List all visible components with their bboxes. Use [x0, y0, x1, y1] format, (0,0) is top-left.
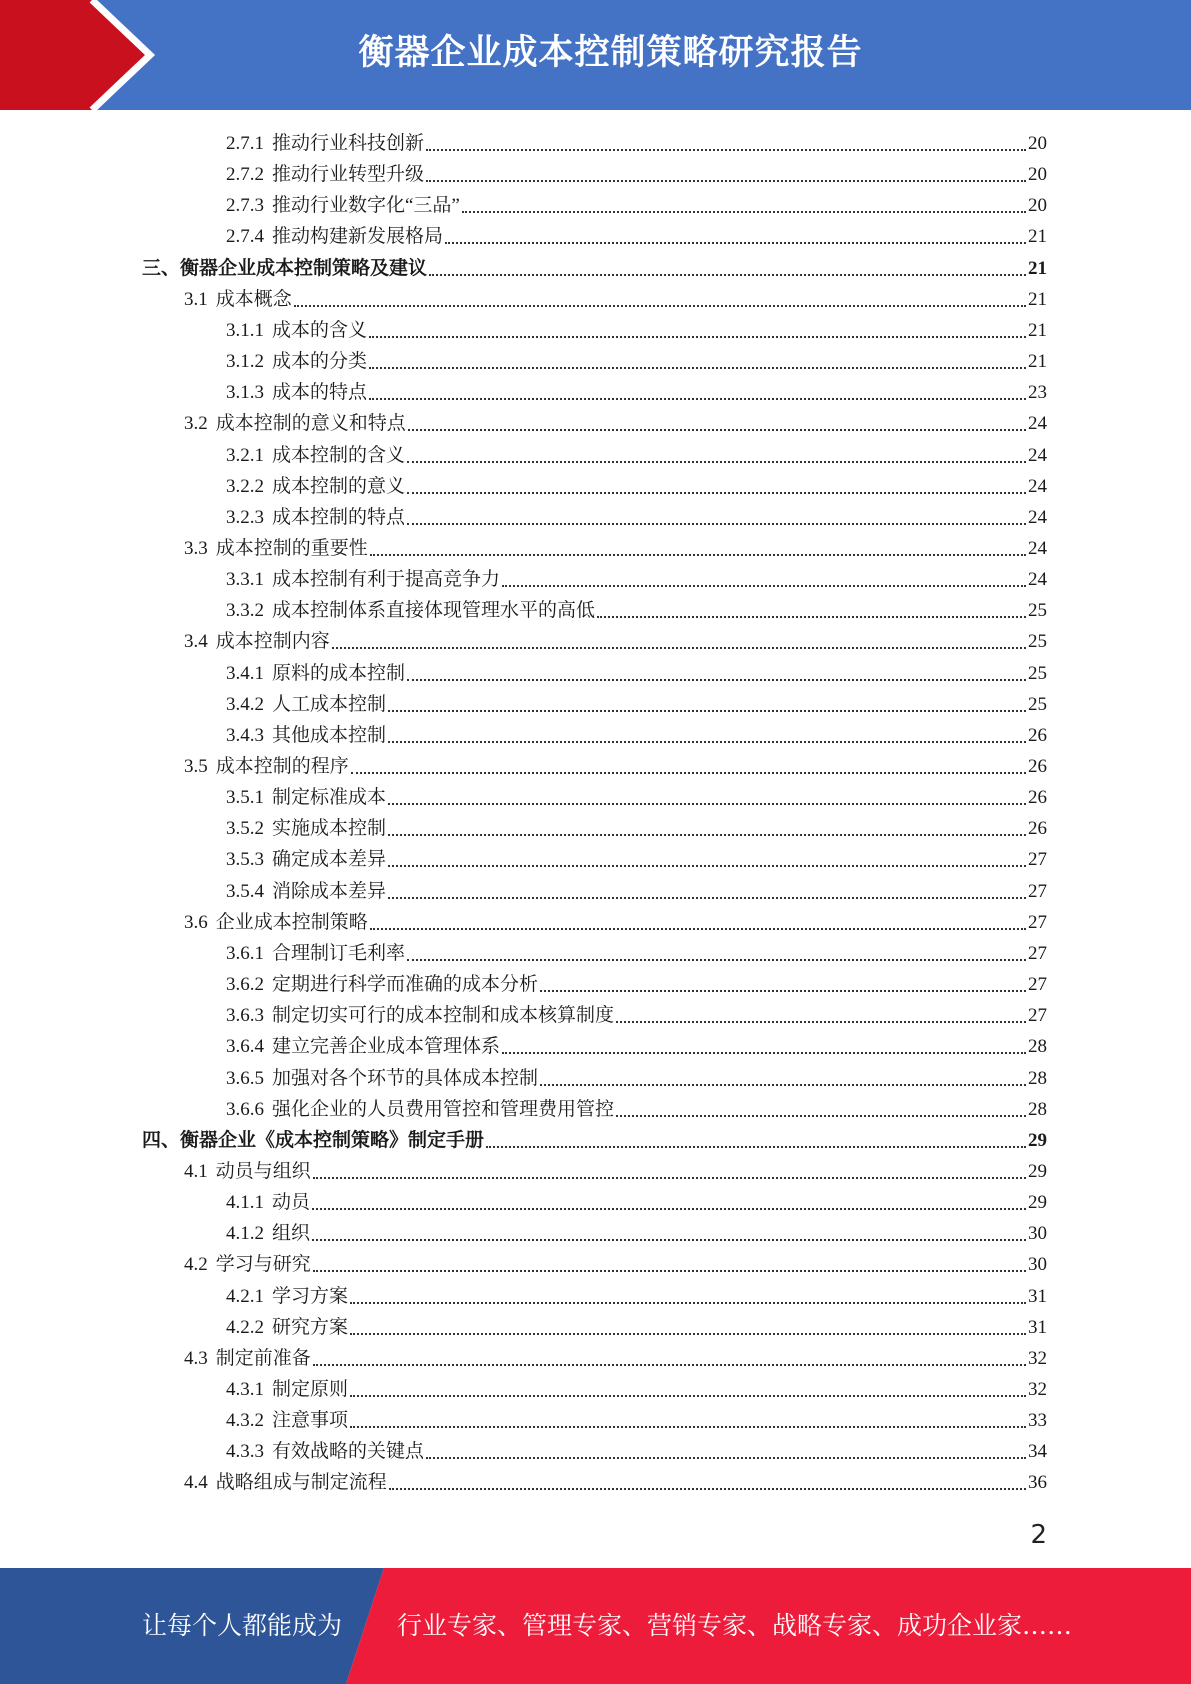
footer-slogan-right: 行业专家、管理专家、营销专家、战略专家、成功企业家……: [397, 1611, 1073, 1640]
toc-dot-leader: [462, 211, 1026, 213]
toc-entry[interactable]: [226, 1436, 1047, 1464]
toc-entry-page: 21: [1028, 351, 1047, 373]
toc-entry[interactable]: [184, 533, 1047, 561]
toc-entry-number: 4.3.1: [226, 1379, 264, 1400]
toc-entry-page: 28: [1028, 1098, 1047, 1120]
toc-entry-number: 3.1.1: [226, 319, 264, 341]
toc-entry-page: 24: [1028, 569, 1047, 591]
toc-entry[interactable]: [226, 938, 1047, 966]
toc-dot-leader: [502, 585, 1026, 587]
toc-entry-page: 27: [1028, 1005, 1047, 1027]
toc-entry-title: 企业成本控制策略: [215, 911, 368, 933]
toc-entry-page: 29: [1028, 1129, 1047, 1151]
toc-entry-page: 31: [1028, 1285, 1047, 1307]
toc-entry-page: 25: [1028, 662, 1047, 684]
toc-entry-page: 24: [1028, 413, 1047, 435]
toc-entry-title: 合理制订毛利率: [272, 942, 406, 964]
toc-dot-leader: [616, 1021, 1026, 1023]
toc-entry-number: 3.6.2: [226, 974, 264, 996]
toc-entry[interactable]: [226, 315, 1047, 343]
toc-entry[interactable]: [226, 564, 1047, 592]
toc-entry-page: 26: [1028, 818, 1047, 840]
toc-entry[interactable]: [226, 689, 1047, 717]
toc-entry-page: 28: [1028, 1036, 1047, 1058]
toc-entry-number: 3.2.2: [226, 475, 264, 497]
toc-entry[interactable]: [226, 502, 1047, 530]
toc-dot-leader: [388, 710, 1026, 712]
toc-entry-title: 建立完善企业成本管理体系: [272, 1036, 501, 1058]
toc-dot-leader: [313, 1270, 1026, 1272]
toc-entry-page: 27: [1028, 942, 1047, 964]
toc-entry-page: 20: [1028, 164, 1047, 186]
toc-entry[interactable]: [226, 128, 1047, 156]
toc-entry-number: 3.6.4: [226, 1036, 264, 1058]
page-footer: [0, 1568, 1191, 1684]
toc-entry[interactable]: [226, 1405, 1047, 1433]
toc-entry[interactable]: [226, 1094, 1047, 1122]
toc-entry-title: 人工成本控制: [272, 693, 387, 715]
toc-dot-leader: [429, 274, 1026, 276]
toc-entry-page: 24: [1028, 506, 1047, 528]
toc-dot-leader: [350, 1426, 1026, 1428]
toc-entry[interactable]: [226, 377, 1047, 405]
toc-entry-title: 推动行业科技创新: [272, 133, 425, 154]
toc-entry-number: 3.4.3: [226, 724, 264, 746]
toc-entry[interactable]: [184, 284, 1047, 312]
toc-entry-number: 4.3: [184, 1347, 208, 1369]
toc-entry-title: 注意事项: [272, 1410, 349, 1432]
toc-entry[interactable]: [226, 1312, 1047, 1340]
toc-entry-title: 成本的含义: [272, 319, 368, 341]
toc-entry-number: 4.1.2: [226, 1223, 264, 1245]
toc-entry-title: 学习与研究: [215, 1254, 311, 1276]
toc-entry-number: 2.7.4: [226, 226, 264, 248]
toc-entry-number: 3.6.5: [226, 1067, 264, 1089]
toc-entry-title: 成本控制的重要性: [215, 537, 368, 559]
toc-entry[interactable]: [142, 253, 1047, 281]
toc-entry-title: 强化企业的人员费用管控和管理费用管控: [272, 1098, 615, 1120]
toc-entry-title: 实施成本控制: [272, 818, 387, 840]
toc-entry-title: 成本概念: [215, 288, 292, 310]
toc-entry-title: 三、衡器企业成本控制策略及建议: [142, 257, 428, 279]
toc-dot-leader: [407, 461, 1026, 463]
toc-entry-number: 3.5.2: [226, 818, 264, 840]
toc-entry-title: 制定原则: [272, 1379, 349, 1400]
toc-entry-number: 3.6: [184, 911, 208, 933]
toc-entry[interactable]: [226, 159, 1047, 187]
toc-entry-number: 3.4.2: [226, 693, 264, 715]
toc-entry-title: 消除成本差异: [272, 880, 387, 902]
toc-entry-page: 34: [1028, 1441, 1047, 1463]
toc-entry-title: 成本控制的程序: [215, 756, 349, 777]
toc-entry-page: 31: [1028, 1316, 1047, 1338]
toc-entry-page: 27: [1028, 974, 1047, 996]
toc-entry-title: 成本控制内容: [215, 631, 330, 653]
toc-entry-number: 4.4: [184, 1472, 208, 1494]
toc-entry-title: 战略组成与制定流程: [215, 1472, 387, 1494]
toc-entry-number: 3.3.2: [226, 600, 264, 622]
toc-entry-number: 3.6.3: [226, 1005, 264, 1027]
toc-entry[interactable]: [184, 408, 1047, 436]
toc-dot-leader: [408, 429, 1026, 431]
toc-dot-leader: [370, 554, 1026, 556]
toc-entry-page: 21: [1028, 288, 1047, 310]
toc-entry-number: 3.4.1: [226, 662, 264, 684]
toc-entry-page: 20: [1028, 195, 1047, 217]
toc-entry[interactable]: [226, 813, 1047, 841]
toc-entry-number: 2.7.3: [226, 195, 264, 217]
toc-dot-leader: [351, 772, 1026, 774]
toc-entry-page: 25: [1028, 631, 1047, 653]
toc-entry[interactable]: [226, 876, 1047, 904]
toc-entry[interactable]: [226, 658, 1047, 686]
toc-entry-page: 27: [1028, 880, 1047, 902]
document-title: 衡器企业成本控制策略研究报告: [358, 33, 863, 73]
toc-entry-title: 成本的分类: [272, 351, 368, 373]
toc-entry-number: 2.7.1: [226, 133, 264, 154]
toc-entry[interactable]: [226, 346, 1047, 374]
toc-dot-leader: [540, 990, 1026, 992]
toc-entry-number: 3.2.3: [226, 506, 264, 528]
page-header: [0, 0, 1191, 110]
toc-entry[interactable]: [184, 1467, 1047, 1495]
toc-dot-leader: [313, 1177, 1026, 1179]
toc-entry-number: 4.2.2: [226, 1316, 264, 1338]
toc-entry-number: 3.4: [184, 631, 208, 653]
toc-entry-number: 4.1.1: [226, 1192, 264, 1214]
toc-entry[interactable]: [226, 844, 1047, 872]
toc-entry[interactable]: [184, 907, 1047, 935]
toc-dot-leader: [388, 865, 1026, 867]
toc-dot-leader: [350, 1302, 1026, 1304]
toc-dot-leader: [597, 616, 1026, 618]
toc-dot-leader: [407, 679, 1026, 681]
toc-entry[interactable]: [226, 1063, 1047, 1091]
toc-entry-title: 制定切实可行的成本控制和成本核算制度: [272, 1005, 615, 1027]
toc-entry[interactable]: [184, 1156, 1047, 1184]
toc-entry[interactable]: [226, 440, 1047, 468]
toc-entry-number: 4.1: [184, 1160, 208, 1182]
toc-dot-leader: [312, 1239, 1026, 1241]
toc-entry-page: 23: [1028, 382, 1047, 404]
toc-dot-leader: [616, 1115, 1026, 1117]
toc-entry[interactable]: [226, 221, 1047, 249]
toc-entry-number: 3.3.1: [226, 569, 264, 591]
toc-entry[interactable]: [142, 1125, 1047, 1153]
toc-dot-leader: [540, 1084, 1026, 1086]
toc-dot-leader: [407, 959, 1026, 961]
toc-entry-page: 25: [1028, 693, 1047, 715]
toc-entry-title: 四、衡器企业《成本控制策略》制定手册: [142, 1129, 485, 1151]
toc-entry-page: 27: [1028, 849, 1047, 871]
toc-entry-page: 24: [1028, 444, 1047, 466]
toc-dot-leader: [388, 897, 1026, 899]
toc-entry-page: 28: [1028, 1067, 1047, 1089]
toc-entry[interactable]: [184, 1249, 1047, 1277]
toc-entry-number: 4.2.1: [226, 1285, 264, 1307]
toc-entry-title: 组织: [272, 1223, 311, 1245]
toc-entry-page: 21: [1028, 226, 1047, 248]
toc-dot-leader: [369, 367, 1026, 369]
toc-entry-title: 成本控制有利于提高竞争力: [272, 569, 501, 591]
toc-entry-title: 推动行业数字化“三品”: [272, 195, 460, 217]
toc-entry-page: 20: [1028, 133, 1047, 154]
toc-entry-number: 3.6.6: [226, 1098, 264, 1120]
toc-entry[interactable]: [226, 782, 1047, 810]
toc-dot-leader: [350, 1395, 1026, 1397]
toc-entry-number: 3.2: [184, 413, 208, 435]
toc-dot-leader: [313, 1364, 1026, 1366]
toc-entry-page: 27: [1028, 911, 1047, 933]
toc-dot-leader: [369, 336, 1026, 338]
toc-entry-title: 推动行业转型升级: [272, 164, 425, 186]
toc-entry-page: 25: [1028, 600, 1047, 622]
toc-entry-page: 24: [1028, 475, 1047, 497]
toc-dot-leader: [369, 398, 1026, 400]
toc-entry-page: 36: [1028, 1472, 1047, 1494]
toc-entry-title: 推动构建新发展格局: [272, 226, 444, 248]
toc-entry-page: 29: [1028, 1160, 1047, 1182]
toc-entry-page: 21: [1028, 257, 1047, 279]
toc-entry-title: 动员与组织: [215, 1160, 311, 1182]
toc-entry-title: 制定前准备: [215, 1347, 311, 1369]
toc-entry-page: 26: [1028, 756, 1047, 777]
toc-entry-number: 4.3.3: [226, 1441, 264, 1463]
toc-entry[interactable]: [184, 626, 1047, 654]
toc-entry-title: 动员: [272, 1192, 311, 1214]
toc-entry-title: 成本控制的意义: [272, 475, 406, 497]
toc-dot-leader: [389, 1488, 1026, 1490]
page-number: 2: [1030, 1520, 1047, 1550]
toc-entry[interactable]: [226, 190, 1047, 218]
toc-dot-leader: [502, 1052, 1026, 1054]
footer-slogan-left: 让每个人都能成为: [142, 1611, 343, 1640]
toc-entry-title: 定期进行科学而准确的成本分析: [272, 974, 539, 996]
toc-entry-page: 26: [1028, 724, 1047, 746]
toc-entry-number: 4.2: [184, 1254, 208, 1276]
toc-dot-leader: [407, 523, 1026, 525]
toc-entry-title: 研究方案: [272, 1316, 349, 1338]
toc-entry[interactable]: [226, 1218, 1047, 1246]
toc-entry-page: 24: [1028, 537, 1047, 559]
toc-entry-page: 29: [1028, 1192, 1047, 1214]
toc-entry-page: 21: [1028, 319, 1047, 341]
toc-entry-title: 有效战略的关键点: [272, 1441, 425, 1463]
toc-entry[interactable]: [226, 471, 1047, 499]
toc-entry-number: 3.5.4: [226, 880, 264, 902]
toc-dot-leader: [426, 180, 1026, 182]
toc-entry[interactable]: [226, 1000, 1047, 1028]
toc-entry-title: 成本控制体系直接体现管理水平的高低: [272, 600, 596, 622]
toc-entry-number: 3.1.2: [226, 351, 264, 373]
toc-entry[interactable]: [226, 1031, 1047, 1059]
toc-entry[interactable]: [184, 1343, 1047, 1371]
toc-dot-leader: [350, 1333, 1026, 1335]
toc-entry-number: 3.3: [184, 537, 208, 559]
toc-entry-page: 32: [1028, 1379, 1047, 1400]
toc-dot-leader: [294, 305, 1026, 307]
toc-entry[interactable]: [226, 720, 1047, 748]
toc-dot-leader: [370, 928, 1026, 930]
toc-entry-number: 3.5: [184, 756, 208, 777]
toc-entry-page: 30: [1028, 1254, 1047, 1276]
toc-entry-title: 成本控制的意义和特点: [215, 413, 406, 435]
toc-entry-number: 3.6.1: [226, 942, 264, 964]
toc-entry[interactable]: [226, 1374, 1047, 1402]
toc-entry-title: 成本的特点: [272, 382, 368, 404]
toc-entry-number: 3.1: [184, 288, 208, 310]
toc-entry[interactable]: [226, 1187, 1047, 1215]
toc-entry-title: 确定成本差异: [272, 849, 387, 871]
toc-dot-leader: [445, 242, 1026, 244]
toc-dot-leader: [388, 741, 1026, 743]
toc-entry-number: 2.7.2: [226, 164, 264, 186]
toc-dot-leader: [426, 1457, 1026, 1459]
toc-entry-number: 4.3.2: [226, 1410, 264, 1432]
toc-dot-leader: [332, 647, 1026, 649]
toc-entry-page: 32: [1028, 1347, 1047, 1369]
toc-entry[interactable]: [226, 969, 1047, 997]
toc-entry-page: 33: [1028, 1410, 1047, 1432]
toc-entry-title: 成本控制的含义: [272, 444, 406, 466]
toc-dot-leader: [407, 492, 1026, 494]
toc-entry-title: 成本控制的特点: [272, 506, 406, 528]
toc-entry-title: 加强对各个环节的具体成本控制: [272, 1067, 539, 1089]
toc-entry-page: 30: [1028, 1223, 1047, 1245]
toc-dot-leader: [388, 834, 1026, 836]
toc-entry-title: 制定标准成本: [272, 787, 387, 809]
toc-entry-number: 3.1.3: [226, 382, 264, 404]
toc-entry-number: 3.5.1: [226, 787, 264, 809]
toc-dot-leader: [486, 1146, 1026, 1148]
toc-entry-title: 其他成本控制: [272, 724, 387, 746]
toc-entry-title: 学习方案: [272, 1285, 349, 1307]
toc-entry[interactable]: [226, 1281, 1047, 1309]
toc-entry-number: 3.5.3: [226, 849, 264, 871]
toc-entry[interactable]: [226, 595, 1047, 623]
toc-dot-leader: [426, 149, 1026, 151]
toc-dot-leader: [388, 803, 1026, 805]
toc-entry[interactable]: [184, 751, 1047, 779]
toc-dot-leader: [312, 1208, 1026, 1210]
toc-entry-number: 3.2.1: [226, 444, 264, 466]
toc-entry-page: 26: [1028, 787, 1047, 809]
toc-entry-title: 原料的成本控制: [272, 662, 406, 684]
